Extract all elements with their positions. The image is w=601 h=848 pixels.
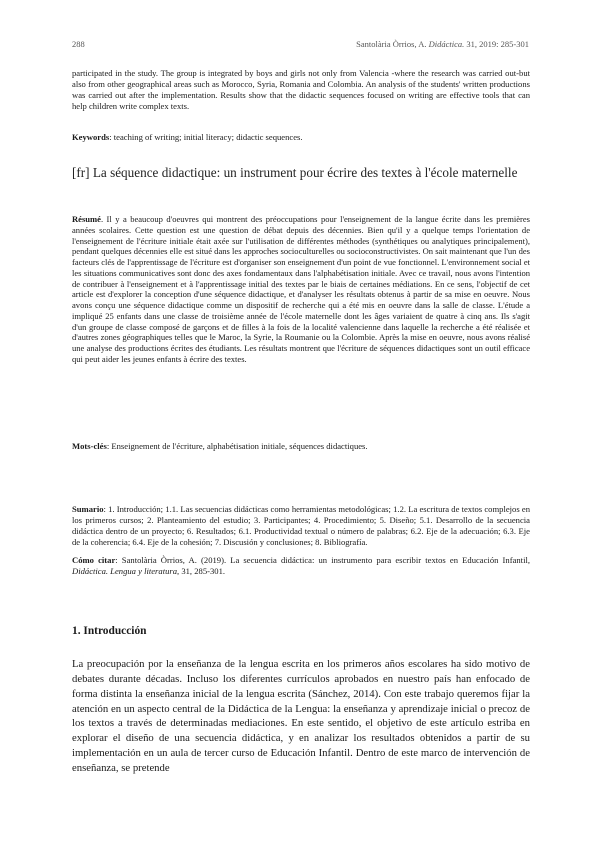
body-paragraph: La preocupación por la enseñanza de la lengua escrita en los primeros años escolares ha sido motivo de debates durante décadas. Incluso los diferentes currículos aprobados en nuestro país han enfocado de forma distinta la enseñanza inicial de la lengua escrita (Sánchez, 2014). Con este trabajo queremos fijar la atención en un aspecto central de la Didáctica de la Lengua: la enseñanza y aprendizaje inicial o precoz de los textos a través de determinadas mediaciones. En este sentido, el objetivo de este artículo estriba en explorar el diseño de una secuencia didáctica, y en analizar los resultados obtenidos a partir de su implementación en un aula de tercer curso de Educación Infantil. Dentro de este marco de intervención de enseñanza, se pretende — [72, 658, 530, 774]
french-keywords-text: : Enseignement de l'écriture, alphabétisation initiale, séquences didactiques. — [106, 441, 368, 451]
running-head — [356, 39, 529, 49]
french-resume-label: Résumé — [72, 214, 101, 224]
summary — [72, 504, 530, 548]
french-resume-text: . Il y a beaucoup d'oeuvres qui montrent des préoccupations pour l'enseignement de la langue écrite dans les premières années scolaires. Cette question est une question de débat depuis des décennies. Bien qu'il y a quelque temps l'orientation de l'enseignement de l'écriture initiale était axée sur l'utilisation de différentes méthodes (synthétiques ou analytiques principalement), pendant quelques décennies elle est situé dans les approches socioculturelles ou socioconstructivistes. On sait maintenant que l'un des facteurs clés de l'apprentissage de l'écriture est d'organiser son enseignement d'un point de vue fonctionnel. L'environnement social et les situations communicatives sont donc des axes fondamentaux dans l'alphabétisation initiale. Avec ce travail, nous avons l'intention de contribuer à l'enseignement et à l'apprentissage initial des textes par le biais de certaines médiations. En ce sens, l'objectif de cet article est d'explorer la conception d'une séquence didactique, et d'analyser les résultats obtenus à partir de sa mise en oeuvre. Nous avons conçu une séquence didactique comme un dispositif de recherche qui a été mis en oeuvre dans la salle de classe. L'étude a impliqué 25 enfants dans une classe de troisième année de l'école maternelle dont les âges variaient de quatre à cinq ans. Ils s'agit d'un groupe de classe composé de garçons et de filles à la fois de la localité valencienne dans laquelle la recherche a été réalisée et d'autres zones géographiques telles que le Maroc, la Syrie, la Roumanie ou la Colombie. Après la mise en oeuvre, nous avons réalisé une analyse des productions écrites des étudiants. Les résultats montrent que l'écriture de séquences didactiques sont un outil efficace qui peut aider les jeunes enfants à écrire des textes. — [72, 214, 530, 364]
english-keywords-text: : teaching of writing; initial literacy; didactic sequences. — [109, 132, 303, 142]
french-abstract — [72, 214, 530, 365]
citation — [72, 555, 530, 577]
running-head-journal: Didáctica. — [428, 39, 465, 49]
page-number: 288 — [72, 39, 85, 49]
summary-text: : 1. Introducción; 1.1. Las secuencias didácticas como herramientas metodológicas; 1.2. La escritura de textos complejos en los primeros cursos; 2. Planteamiento del estudio; 3. Participantes; 4. Procedimiento; 5. Diseño; 5.1. Desarrollo de la secuencia didáctica dentro de un proyecto; 6. Resultados; 6.1. Productividad textual o número de palabras; 6.2. Eje de la adecuación; 6.3. Eje de la coherencia; 6.4. Eje de la cohesión; 7. Discusión y conclusiones; 8. Bibliografía. — [72, 504, 530, 547]
citation-journal: Didáctica. Lengua y literatura — [72, 566, 178, 576]
summary-label: Sumario — [72, 504, 104, 514]
english-keywords-label: Keywords — [72, 132, 110, 142]
english-abstract-continuation: participated in the study. The group is integrated by boys and girls not only from Valencia -where the research was carried out-but also from other geographical areas such as Morocco, Syria, Romania and Colombia. An analysis of the students' written productions was carried out after the implementation. Results show that the didactic sequences focused on writing are effective tools that can help children write complex texts. — [72, 68, 530, 111]
running-head-author: Santolària Òrrios, A. — [356, 39, 429, 49]
french-keywords-label: Mots-clés — [72, 441, 107, 451]
citation-text: : Santolària Òrrios, A. (2019). La secuencia didáctica: un instrumento para escribir textos en Educación Infantil, — [115, 555, 530, 565]
section-title: 1. Introducción — [72, 625, 147, 637]
english-keywords — [72, 132, 530, 143]
running-head-volume: 31, 2019: 285-301 — [464, 39, 529, 49]
french-title: [fr] La séquence didactique: un instrument pour écrire des textes à l'école maternelle — [72, 165, 518, 180]
citation-volume: , 31, 285-301. — [177, 566, 226, 576]
french-keywords — [72, 441, 530, 452]
citation-label: Cómo citar — [72, 555, 116, 565]
